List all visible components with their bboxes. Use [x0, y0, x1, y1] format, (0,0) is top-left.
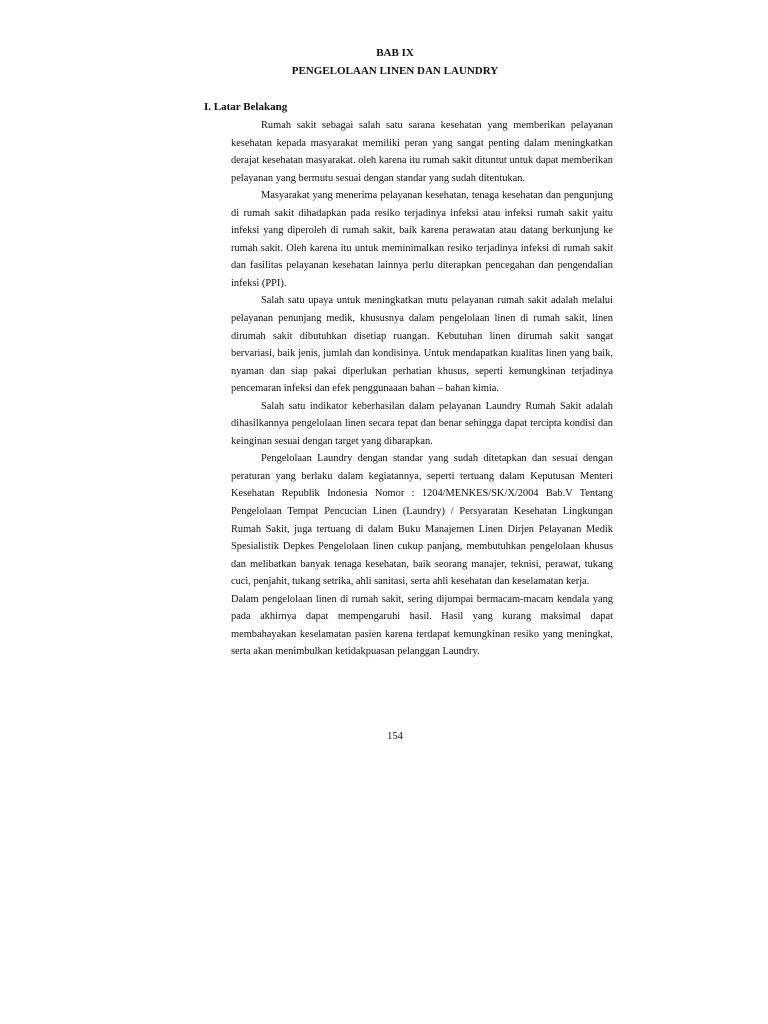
- page-number: 154: [387, 731, 403, 742]
- paragraph-6: Dalam pengelolaan linen di rumah sakit, sering dijumpai bermacam-macam kendala yang pada akhirnya dapat mempengaruhi hasil. Hasil yang kurang maksimal dapat membahayakan keselamatan pasien karena terdapat kemungkinan resiko yang meningkat, serta akan menimbulkan ketidakpuasan pelanggan Laundry.: [231, 593, 613, 658]
- chapter-label: BAB IX: [376, 47, 414, 59]
- section-heading: I. Latar Belakang: [204, 101, 288, 113]
- chapter-title: PENGELOLAAN LINEN DAN LAUNDRY: [291, 65, 499, 77]
- section-body: [231, 117, 613, 661]
- paragraph-5: Pengelolaan Laundry dengan standar yang sudah ditetapkan dan sesuai dengan peraturan yang berlaku dalam kegiatannya, seperti tertuang dalam Keputusan Menteri Kesehatan Republik Indonesia Nomor : 1204/MENKES/SK/X/2004 Bab.V Tentang Pengelolaan Tempat Pencucian Linen (Laundry) / Persyaratan Kesehatan Lingkungan Rumah Sakit, juga tertuang di dalam Buku Manajemen Linen Dirjen Pelayanan Medik Spesialistik Depkes Pengelolaan linen cukup panjang, membutuhkan pengelolaan khusus dan melibatkan banyak tenaga kesehatan, baik seorang manajer, teknisi, perawat, tukang cuci, penjahit, tukang setrika, ahli sanitasi, serta ahli kesehatan dan keselamatan kerja.: [231, 453, 613, 588]
- paragraph-4: Salah satu indikator keberhasilan dalam pelayanan Laundry Rumah Sakit adalah dihasilkannya pengelolaan linen secara tepat dan benar sehingga dapat tercipta kondisi dan keinginan sesuai dengan target yang diharapkan.: [231, 400, 613, 447]
- paragraph-3: Salah satu upaya untuk meningkatkan mutu pelayanan rumah sakit adalah melalui pelayanan penunjang medik, khususnya dalam pengelolaan linen di rumah sakit, linen dirumah sakit dibutuhkan disetiap ruangan. Kebutuhan linen dirumah sakit sangat bervariasi, baik jenis, jumlah dan kondisinya. Untuk mendapatkan kualitas linen yang baik, nyaman dan siap pakai diperlukan perhatian khusus, seperti kemungkinan terjadinya pencemaran infeksi dan efek penggunaaan bahan – bahan kimia.: [231, 295, 613, 395]
- paragraph-1: Rumah sakit sebagai salah satu sarana kesehatan yang memberikan pelayanan kesehatan kepada masyarakat memiliki peran yang sangat penting dalam meningkatkan derajat kesehatan masyarakat. oleh karena itu rumah sakit dituntut untuk dapat memberikan pelayanan yang bermutu sesuai dengan standar yang sudah ditentukan.: [231, 120, 613, 184]
- paragraph-2: Masyarakat yang menerima pelayanan kesehatan, tenaga kesehatan dan pengunjung di rumah sakit dihadapkan pada resiko terjadinya infeksi atau infeksi rumah sakit yaitu infeksi yang diperoleh di rumah sakit, baik karena perawatan atau datang berkunjung ke rumah sakit. Oleh karena itu untuk meminimalkan resiko terjadinya infeksi di rumah sakit dan fasilitas pelayanan kesehatan lainnya perlu diterapkan pencegahan dan pengendalian infeksi (PPI).: [231, 190, 613, 289]
